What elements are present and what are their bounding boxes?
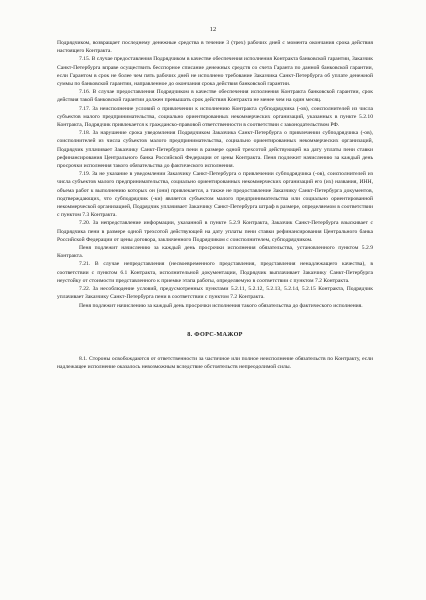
paragraph: 7.21. В случае непредставления (несвоевременного представления, представления ненадлежащего качества), в соответствии с пунктом 6.1 Контракта, исполнительной документации, Подрядчик выплачивает Заказчику Санкт-Петербурга неустойку от стоимости представленного к приемке этапа работы, определяемую в соответствии с пунктом 7.2 Контракта. [57, 261, 373, 284]
paragraph: Пеня подлежит начислению за каждый день просрочки исполнения обязательства, установленного пунктом 5.2.9 Контракта. [57, 245, 373, 260]
paragraph: Пеня подлежит начислению за каждый день просрочки исполнения такого обязательства до фактического исполнения. [79, 302, 363, 309]
paragraph: 7.22. За несоблюдение условий, предусмотренных пунктами 5.2.11, 5.2.12, 5.2.13, 5.2.14, 5.2.15 Контракта, Подрядчик уплачивает Заказчику Санкт-Петербурга пени в соответствии с пунктом 7.2 Контракта. [57, 286, 373, 301]
paragraph: 7.16. В случае предоставления Подрядчиком в качестве обеспечения исполнения Контракта банковской гарантии, срок действия такой банковской гарантии должен превышать срок действия Контракта не менее чем на один месяц. [57, 89, 373, 104]
paragraph: Подрядчиком, возвращает последнему денежные средства в течение 3 (трех) рабочих дней с момента окончания срока действия настоящего Контракта. [57, 40, 373, 55]
paragraph: 7.18. За нарушение срока уведомления Подрядчиком Заказчика Санкт-Петербурга о привлечении субподрядчика (-ов), соисполнителей из числа субъектов малого предпринимательства, социально ориентированных некоммерческих организаций, Подрядчик уплачивает Заказчику Санкт-Петербурга пени в размере одной трехсотой действующей на дату уплаты пени ставки рефинансирования Центрального банка Российской Федерации от цены Контракта. Пеня подлежит начислению за каждый день просрочки исполнения такого обязательства до фактического исполнения. [57, 130, 373, 170]
document-body [57, 39, 373, 371]
section-heading: 8. ФОРС-МАЖОР [187, 330, 243, 338]
page-number: 12 [209, 26, 217, 33]
paragraph: 7.17. За неисполнение условий о привлечении к исполнению Контракта субподрядчика (-ов), соисполнителей из числа субъектов малого предпринимательства, социально ориентированных некоммерческих организаций, указанных в пункте 5.2.10 Контракта, Подрядчик привлекается к гражданско-правовой ответственности в соответствии с законодательством РФ. [57, 105, 373, 129]
paragraph: 7.20. За непредставление информации, указанной в пункте 5.2.9 Контракта, Заказчик Санкт-Петербурга взыскивает с Подрядчика пени в размере одной трехсотой действующей на дату уплаты пени ставки рефинансирования Центрального банка Российской Федерации от цены договора, заключенного Подрядчиком с соисполнителем, субподрядчиком. [57, 220, 373, 243]
paragraph: 7.19. За не указание в уведомлении Заказчику Санкт-Петербурга о привлечении субподрядчика (-ов), соисполнителей из числа субъектов малого предпринимательства, социально ориентированных некоммерческих организаций его (их) названия, ИНН, объема работ к выполнению которых он (они) привлекается, а также не предоставление Заказчику Санкт-Петербурга документов, подтверждающих, что субподрядчик (-ки) является субъектом малого предпринимательства или социально ориентированной некоммерческой организацией, Подрядчик уплачивает Заказчику Санкт-Петербурга штраф в размере, определяемом в соответствии с пунктом 7.3 Контракта. [57, 171, 373, 219]
paragraph: 7.15. В случае предоставления Подрядчиком в качестве обеспечения исполнения Контракта банковской гарантии, Заказчик Санкт-Петербурга вправе осуществить бесспорное списание денежных средств со счета Гаранта по данной банковской гарантии, если Гарантом в срок не более чем пять рабочих дней не исполнено требование Заказчика Санкт-Петербурга об уплате денежной суммы по банковской гарантии, направленное до окончания срока действия банковской гарантии. [57, 56, 373, 88]
paragraph: 8.1. Стороны освобождаются от ответственности за частичное или полное неисполнение обязательств по Контракту, если надлежащее исполнение оказалось невозможным вследствие обстоятельств непреодолимой силы. [57, 355, 373, 371]
